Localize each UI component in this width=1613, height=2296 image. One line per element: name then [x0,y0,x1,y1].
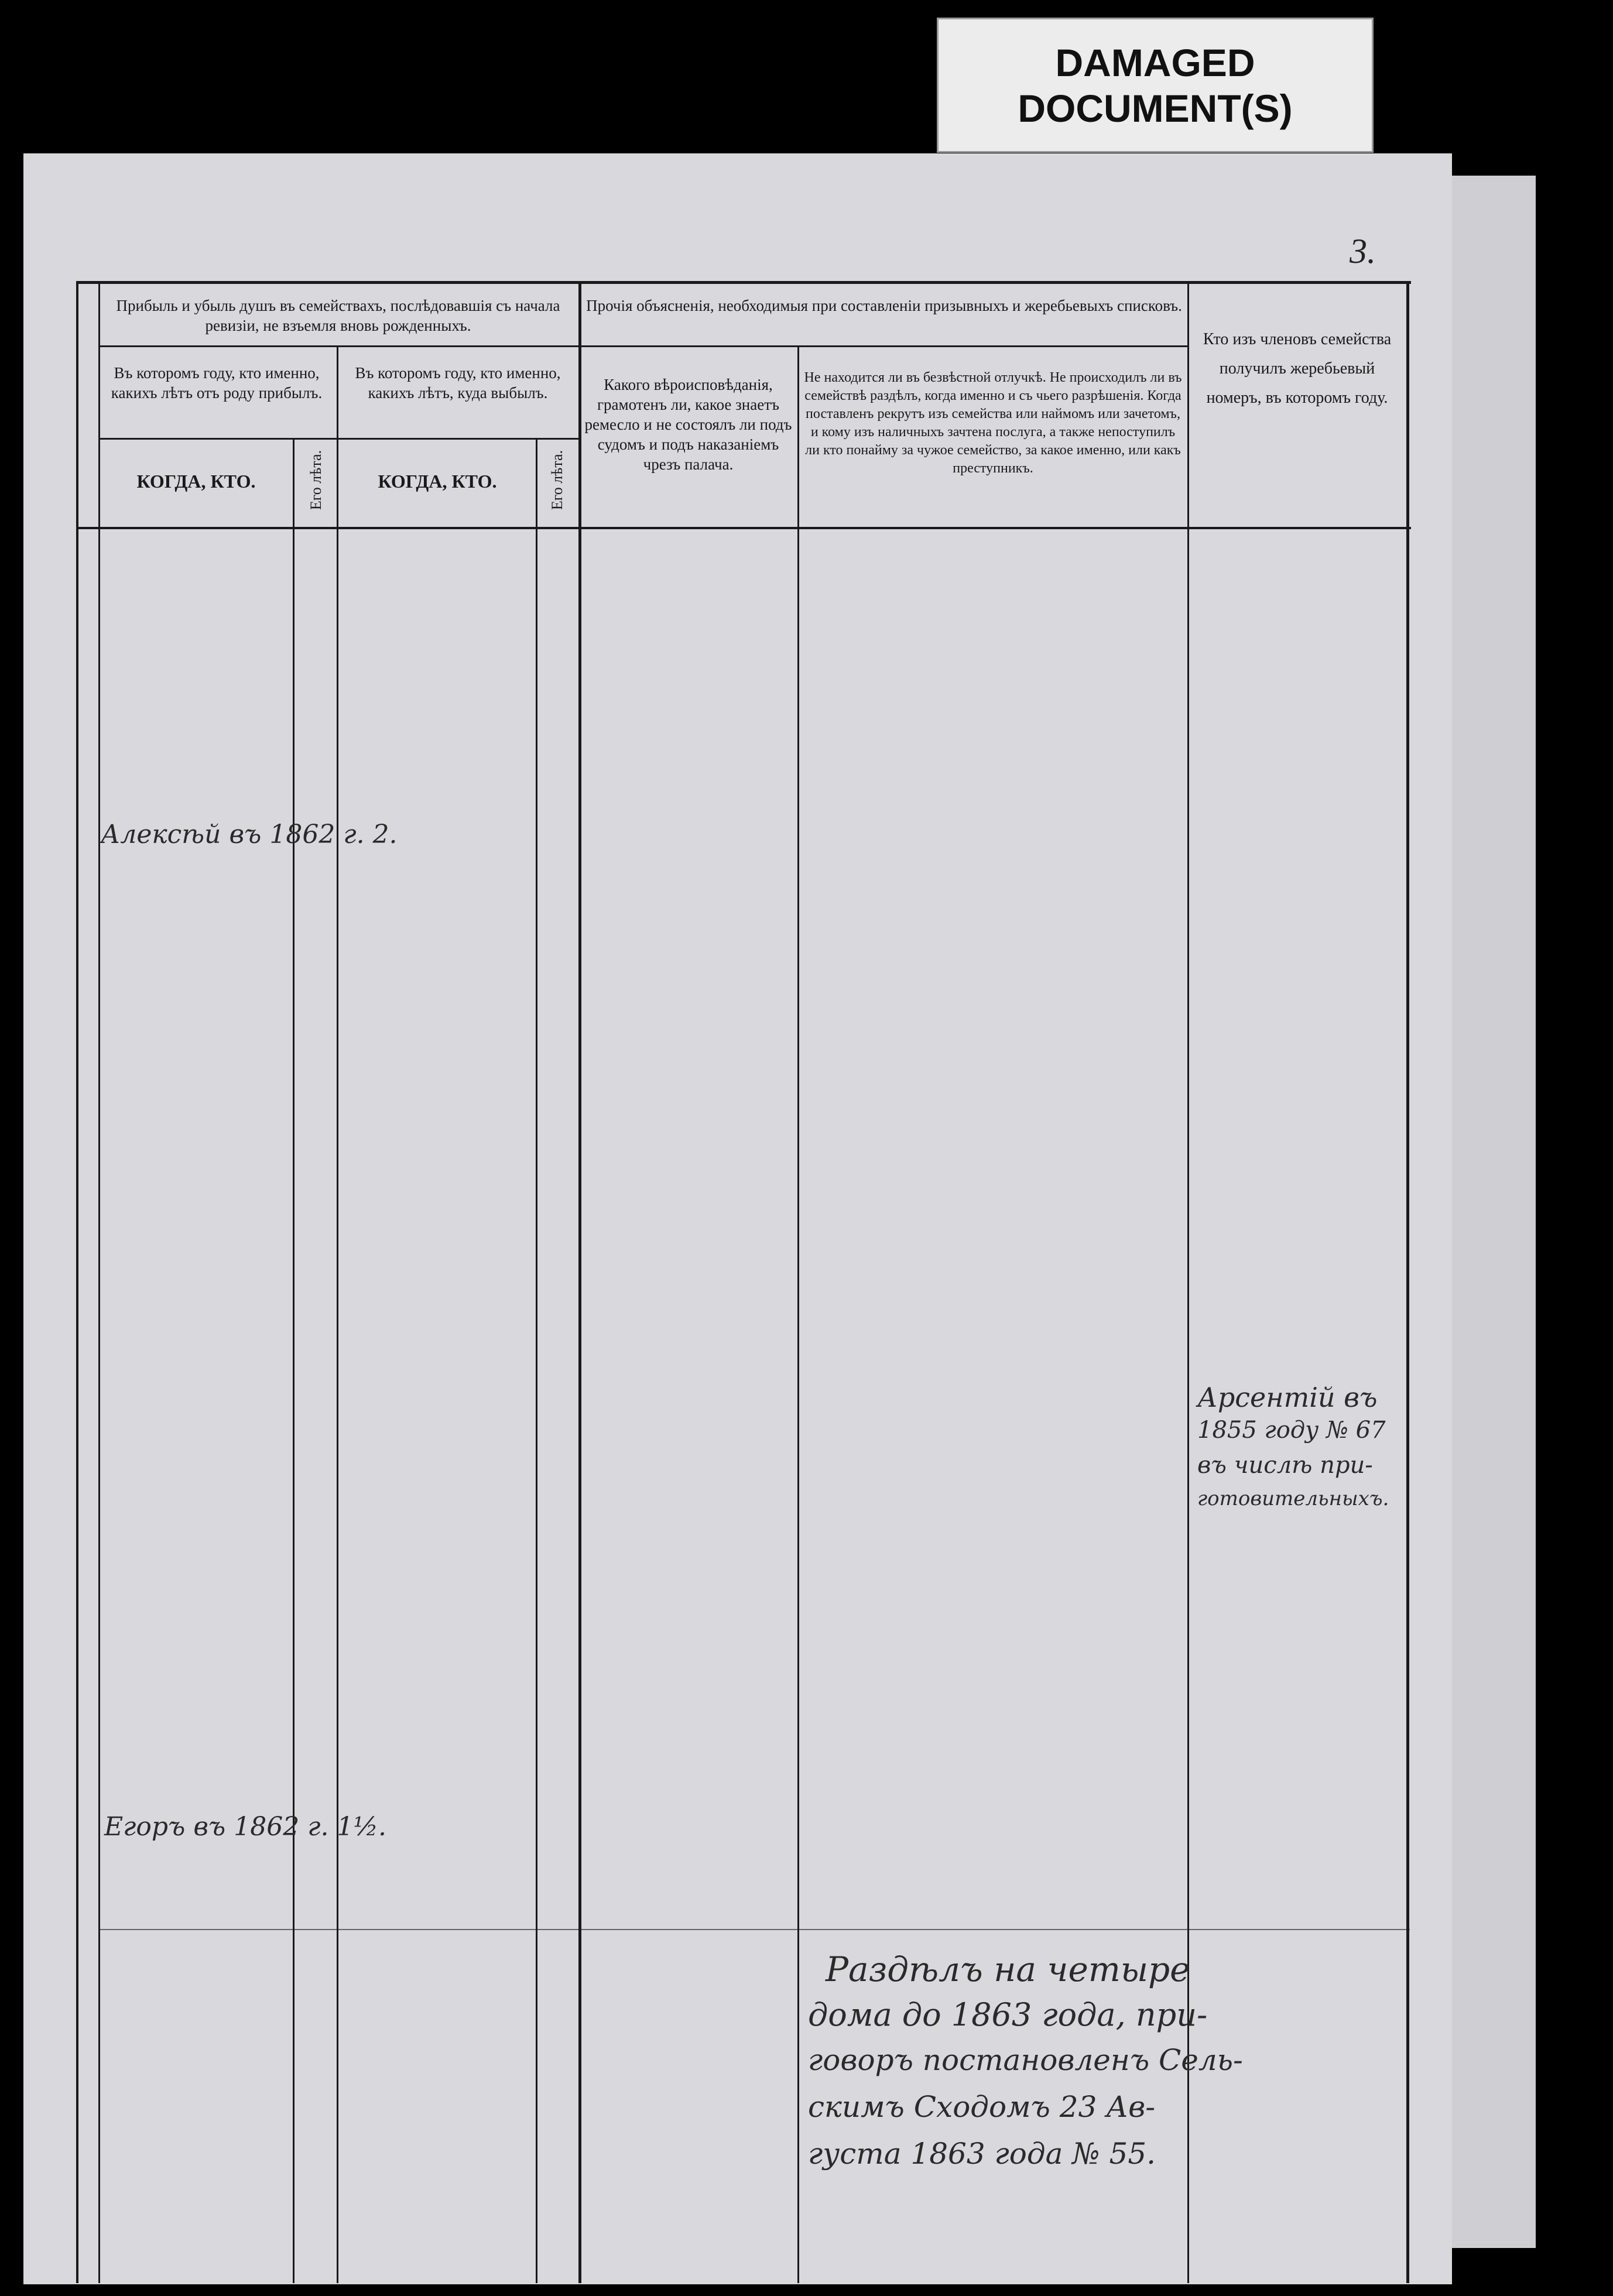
col-divider-3 [536,439,537,2283]
header-absence: Не находится ли въ безвѣстной отлучкѣ. Не происходилъ ли въ семействѣ раздѣлъ, когда именно и съ чьего разрѣшенія. Когда поставленъ рекрутъ изъ семейства или наймомъ или зачетомъ, и кому изъ наличныхъ зачтена послуга, а также непоступилъ ли кто понайму за чужое семейство, за какое именно, или какъ преступникъ. [804,370,1182,476]
lower-rule [98,1929,1410,1930]
col-divider-4 [578,281,581,2283]
subheader-underline [98,438,578,440]
division-note-line-3: говоръ постановленъ Сель- [808,2043,1243,2077]
header-age-left: Его лѣта. [549,450,566,510]
lot-note-line-1: Арсентій въ [1197,1382,1378,1413]
arrival-entry-alexey: Алексѣй въ 1862 г. 2. [101,820,398,849]
table-top-border [76,281,1411,284]
header-other-explanations: Прочія объясненія, необходимыя при составленіи призывныхъ и жеребьевыхъ списковъ. [586,297,1182,314]
header-bottom-line [76,527,1411,529]
header-left-desc: Въ которомъ году, кто именно, какихъ лѣтъ, куда выбылъ. [355,364,561,402]
table-left-border [76,281,78,2283]
col-divider-2 [337,345,338,2283]
banner-line-1: DAMAGED [1055,40,1255,84]
ledger-table [76,281,1411,2283]
lot-note-line-4: готовительныхъ. [1197,1487,1389,1510]
col-divider-1 [293,439,294,2283]
when-who-label-1: КОГДА, КТО. [136,471,256,492]
header-age-arrived: Его лѣта. [307,450,324,510]
col-divider-0 [98,281,100,2283]
division-note-line-1: Раздѣлъ на четыре [826,1949,1190,1989]
group-left-underline [98,345,602,347]
header-when-who-arrived [102,471,290,491]
header-lot-number: Кто изъ членовъ семейства получилъ жеребьевый номеръ, въ которомъ году. [1203,330,1392,407]
page-number: 3. [1350,232,1376,270]
header-arrived-desc: Въ которомъ году, кто именно, какихъ лѣтъ отъ роду прибылъ. [111,364,323,402]
banner-line-2: DOCUMENT(S) [1018,86,1293,130]
arrival-entry-egor: Егоръ въ 1862 г. 1½. [104,1812,387,1842]
header-when-who-left [341,471,534,491]
header-gain-loss: Прибыль и убыль душъ въ семействахъ, послѣдовавшія съ начала ревизіи, не взъемля вновь рожденныхъ. [116,297,560,334]
lot-note-line-3: въ числѣ при- [1197,1452,1373,1479]
header-religion: Какого вѣроисповѣданія, грамотенъ ли, какое знаетъ ремесло и не состоялъ ли подъ судомъ и подъ наказаніемъ чрезъ палача. [584,376,792,473]
division-note-line-5: густа 1863 года № 55. [808,2137,1156,2171]
when-who-label-2: КОГДА, КТО. [378,471,497,492]
col-divider-5 [797,345,799,2283]
table-right-border [1406,281,1409,2283]
group-mid-underline [580,345,1189,347]
division-note-line-4: скимъ Сходомъ 23 Ав- [808,2090,1156,2124]
damaged-document-banner [937,18,1374,153]
lot-note-line-2: 1855 году № 67 [1197,1417,1386,1444]
division-note-line-2: дома до 1863 года, при- [808,1996,1208,2033]
